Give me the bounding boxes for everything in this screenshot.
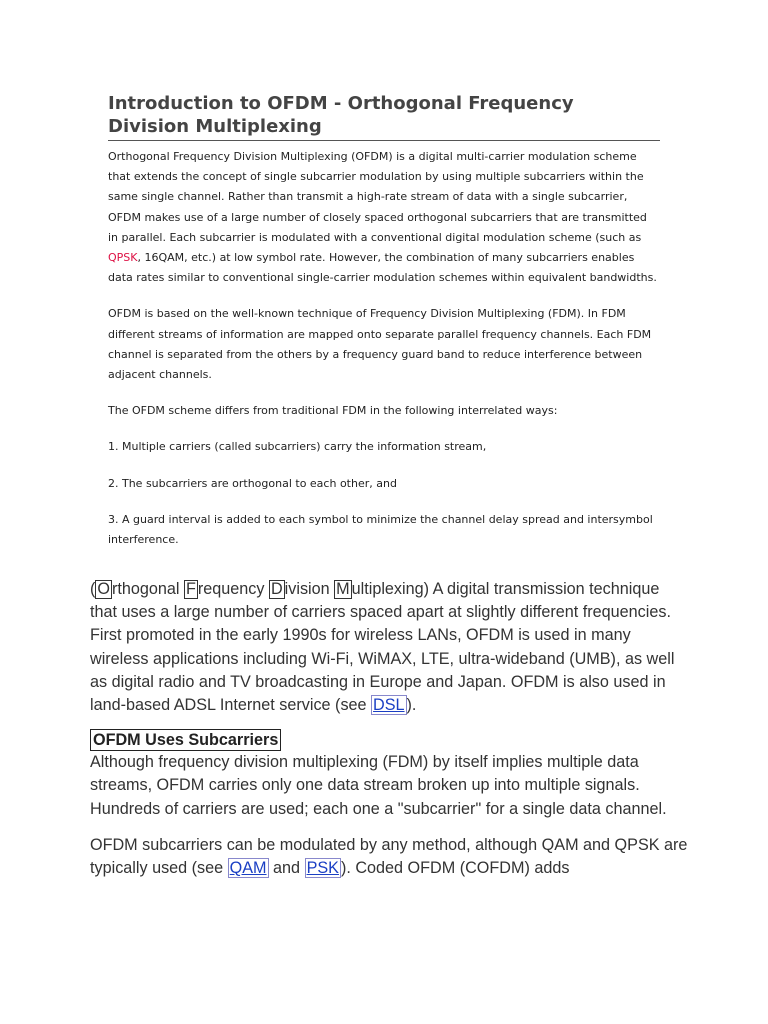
article-section — [108, 92, 660, 550]
list-item-2: 2. The subcarriers are orthogonal to each other, and — [108, 476, 397, 490]
definition-end: ). — [406, 696, 417, 715]
list-item-1: 1. Multiple carriers (called subcarriers) carry the information stream, — [108, 440, 487, 454]
subcarriers-paragraph-1: Although frequency division multiplexing (FDM) by itself implies multiple data streams, OFDM carries only one data stream broken up into multiple signals. Hundreds of carriers are used; each one a "subcarrier" for a single data channel. — [90, 753, 667, 818]
definition-section — [90, 578, 690, 880]
fdm-paragraph: OFDM is based on the well-known technique of Frequency Division Multiplexing (FDM). In FDM different streams of information are mapped onto separate parallel frequency channels. Each FDM channel is separated from the others by a frequency guard band to reduce interference between adjacent channels. — [108, 307, 652, 382]
article-title: Introduction to OFDM - Orthogonal Frequency Division Multiplexing — [108, 92, 660, 141]
acronym-letter-f: F — [185, 580, 196, 598]
acronym-letter-d: D — [270, 580, 283, 598]
dsl-link[interactable]: DSL — [373, 696, 405, 715]
subcarriers-heading: OFDM Uses Subcarriers — [90, 729, 281, 751]
subcarriers-text-end: ). Coded OFDM (COFDM) adds — [340, 859, 570, 878]
qam-link[interactable]: QAM — [229, 859, 267, 878]
definition-body: A digital transmission technique that uses a large number of carriers spaced apart at slightly different frequencies. First promoted in the early 1990s for wireless LANs, OFDM is used in many wireless applications including Wi-Fi, WiMAX, LTE, ultra-wideband (UMB), as well as digital radio and TV broadcasting in Europe and Japan. OFDM is also used in land-based ADSL Internet service (see — [90, 580, 675, 715]
acronym-rest-o: rthogonal — [111, 580, 184, 598]
definition-paragraph — [90, 578, 690, 717]
qpsk-term: QPSK — [108, 251, 138, 265]
acronym-letter-o: O — [97, 580, 110, 598]
open-paren: ( — [90, 580, 96, 598]
list-item-3: 3. A guard interval is added to each symbol to minimize the channel delay spread and intersymbol interference. — [108, 512, 653, 547]
acronym-rest-d: ivision — [284, 580, 335, 598]
subcarriers-text-start: OFDM subcarriers can be modulated by any method, although QAM and QPSK are typically used (see — [90, 835, 688, 878]
acronym-rest-m: ultiplexing) — [351, 580, 430, 598]
acronym-letter-m: M — [336, 580, 350, 598]
intro-text-start: Orthogonal Frequency Division Multiplexing (OFDM) is a digital multi-carrier modulation scheme that extends the concept of single subcarrier modulation by using multiple subcarriers within the same single channel. Rather than transmit a high-rate stream of data with a single subcarrier, OFDM makes use of a large number of closely spaced orthogonal subcarriers that are transmitted in parallel. Each subcarrier is modulated with a conventional digital modulation scheme (such as — [108, 150, 647, 244]
subcarriers-paragraph-2 — [90, 834, 690, 880]
intro-paragraph — [108, 147, 660, 288]
psk-link[interactable]: PSK — [306, 859, 339, 878]
and-text: and — [268, 859, 305, 878]
intro-text-end: , 16QAM, etc.) at low symbol rate. However, the combination of many subcarriers enables data rates similar to conventional single-carrier modulation schemes within equivalent bandwidths. — [108, 251, 657, 285]
acronym-rest-f: requency — [197, 580, 269, 598]
differences-intro: The OFDM scheme differs from traditional FDM in the following interrelated ways: — [108, 404, 558, 418]
